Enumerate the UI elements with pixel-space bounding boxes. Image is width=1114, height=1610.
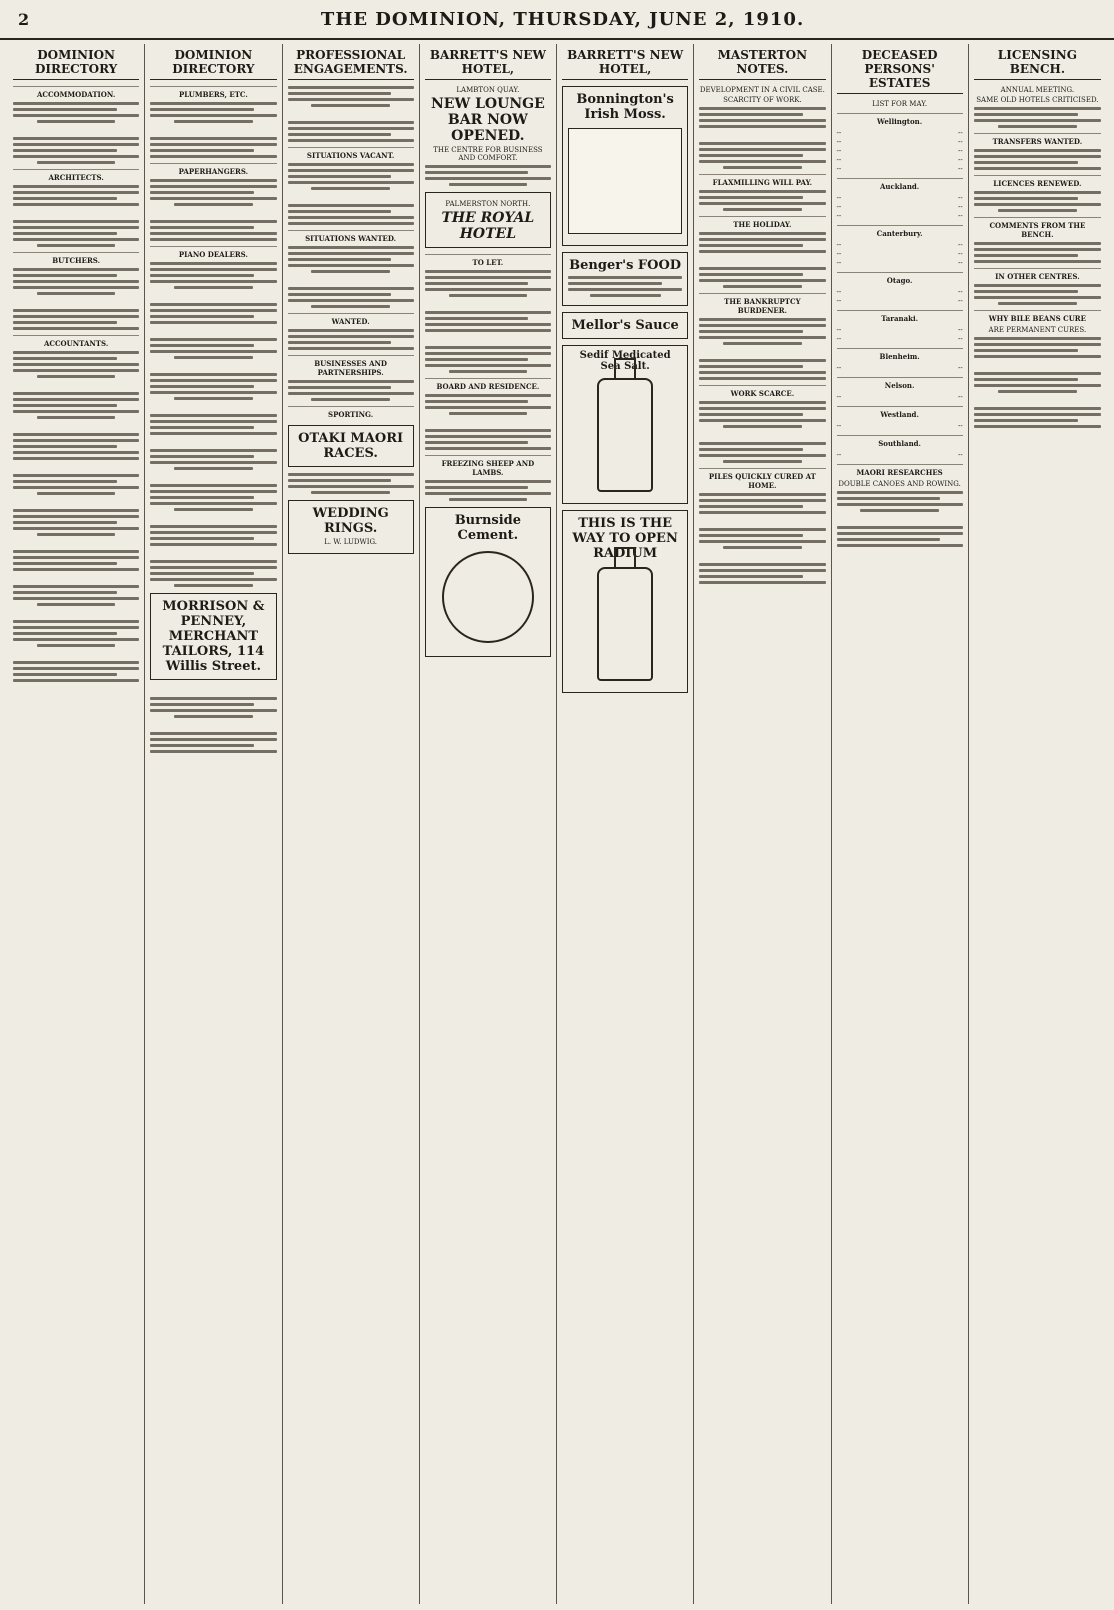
section-heading: FREEZING SHEEP AND LAMBS. [425,455,551,477]
tailor-name: MORRISON & PENNEY, MERCHANT TAILORS, 114 Willis Street. [162,599,265,674]
wedding-rings-title: WEDDING RINGS. [312,506,389,536]
section-heading: PILES QUICKLY CURED AT HOME. [699,468,825,490]
section-heading: ACCOMMODATION. [13,86,139,99]
section-heading: SITUATIONS VACANT. [288,147,414,160]
column-3 [283,44,420,1604]
newspaper-columns [8,44,1106,1604]
section-heading: TRANSFERS WANTED. [974,133,1101,146]
section-subheading: DOUBLE CANOES AND ROWING. [838,480,961,488]
irish-moss-title: Bonnington's Irish Moss. [576,92,674,122]
column-6 [694,44,831,1604]
subheading: DEVELOPMENT IN A CIVIL CASE. [699,86,825,94]
page-number: 2 [18,9,30,29]
masthead [0,0,1114,40]
area-heading: Canterbury. [837,225,963,238]
section-heading: LICENCES RENEWED. [974,175,1101,188]
royal-hotel-name: THE ROYAL HOTEL [441,210,535,242]
sedif-ad [562,345,688,504]
race-ad [288,425,414,467]
cement-ad-title: Burnside Cement. [454,513,522,543]
irish-moss-illustration [568,128,682,234]
wedding-rings-ad [288,500,414,554]
area-heading: Nelson. [837,377,963,390]
area-heading: Otago. [837,272,963,285]
subheading: ARE PERMANENT CURES. [988,326,1087,334]
column-heading: PROFESSIONAL ENGAGEMENTS. [288,48,414,80]
column-2 [145,44,282,1604]
cement-seal-icon [442,551,534,643]
section-heading: IN OTHER CENTRES. [974,268,1101,281]
cement-ad [425,507,551,657]
column-heading: BARRETT'S NEW HOTEL, [425,48,551,80]
column-4 [420,44,557,1604]
column-heading: LICENSING BENCH. [974,48,1101,80]
area-heading: Westland. [837,406,963,419]
subheading: ANNUAL MEETING. [1000,86,1075,94]
section-heading: PLUMBERS, ETC. [150,86,276,99]
section-heading: TO LET. [425,254,551,267]
section-heading: THE BANKRUPTCY BURDENER. [699,293,825,315]
column-8 [969,44,1106,1604]
subheading: SCARCITY OF WORK. [723,96,802,104]
area-heading: Southland. [837,435,963,448]
area-heading: Auckland. [837,178,963,191]
wedding-rings-brand: L. W. LUDWIG. [324,538,378,546]
benger-ad [562,252,688,306]
section-heading: PAPERHANGERS. [150,163,276,176]
section-heading: BUTCHERS. [13,252,139,265]
column-heading: DOMINION DIRECTORY [150,48,276,80]
column-1 [8,44,145,1604]
radium-ad [562,510,688,693]
section-heading: WORK SCARCE. [699,385,825,398]
royal-hotel-location: PALMERSTON NORTH. [445,200,531,208]
section-heading: COMMENTS FROM THE BENCH. [974,217,1101,239]
tailor-advertisement [150,593,276,680]
section-heading: THE HOLIDAY. [699,216,825,229]
column-heading: MASTERTON NOTES. [699,48,825,80]
area-heading: Wellington. [837,113,963,126]
section-heading: PIANO DEALERS. [150,246,276,259]
hotel-address: LAMBTON QUAY. [456,86,520,94]
sauce-title: Mellor's Sauce [571,318,679,333]
sea-salt-bottle-icon [597,378,653,492]
section-heading: SPORTING. [288,406,414,419]
page-title: THE DOMINION, THURSDAY, JUNE 2, 1910. [320,8,805,30]
sedif-title: Sedif Medicated Sea Salt. [579,350,671,372]
column-heading: DOMINION DIRECTORY [13,48,139,80]
column-5 [557,44,694,1604]
subheading: SAME OLD HOTELS CRITICISED. [976,96,1099,104]
race-ad-title: OTAKI MAORI RACES. [298,431,404,461]
section-heading: FLAXMILLING WILL PAY. [699,174,825,187]
section-heading: SITUATIONS WANTED. [288,230,414,243]
hotel-banner: NEW LOUNGE BAR NOW OPENED. [431,96,545,144]
section-heading: MAORI RESEARCHES [837,464,963,477]
section-heading: ARCHITECTS. [13,169,139,182]
area-heading: Taranaki. [837,310,963,323]
section-heading: ACCOUNTANTS. [13,335,139,348]
area-heading: Blenheim. [837,348,963,361]
column-heading: DECEASED PERSONS' ESTATES [837,48,963,94]
royal-hotel-ad [425,192,551,248]
irish-moss-ad [562,86,688,246]
column-heading: BARRETT'S NEW HOTEL, [562,48,688,80]
benger-title: Benger's FOOD [569,258,682,273]
radium-title: THIS IS THE WAY TO OPEN RADIUM [572,516,678,561]
hotel-note: THE CENTRE FOR BUSINESS AND COMFORT. [433,146,543,162]
radium-jar-icon [597,567,653,681]
section-heading: WHY BILE BEANS CURE [974,310,1101,323]
sauce-ad [562,312,688,339]
section-heading: BOARD AND RESIDENCE. [425,378,551,391]
section-heading: WANTED. [288,313,414,326]
section-heading: BUSINESSES AND PARTNERSHIPS. [288,355,414,377]
column-7: DECEASED PERSONS' ESTATES LIST FOR MAY. Wellington. -- -- -- -- -- -- -- -- -- -- Auckland. -- -- -- -- -- -- Canterbury. -- -- -- -- -- -- Otago. -- -- -- -- Taranaki. -- -- -- -- Blenheim. -- -- Nelson. -- -- Westland. -- -- Southland. -- -- MAORI RESEARCHES DOUBLE CANOES AND ROWING. [832,44,969,1604]
subheading: LIST FOR MAY. [872,100,928,108]
